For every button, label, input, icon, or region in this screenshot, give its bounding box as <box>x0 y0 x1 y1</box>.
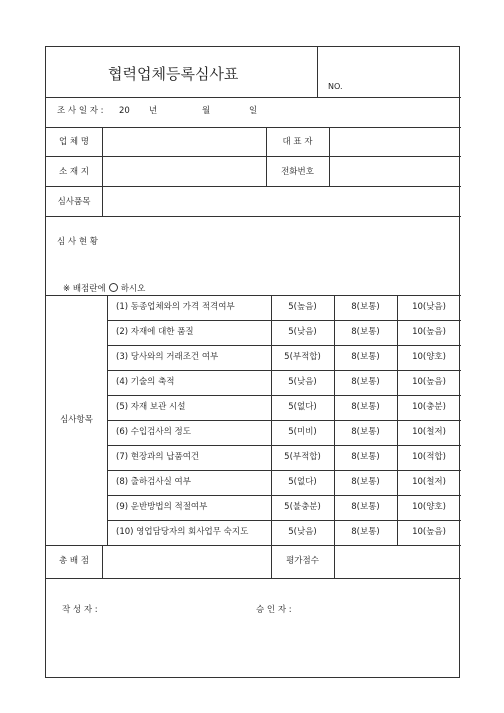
criterion-item: (3) 당사와의 거래조건 여부 <box>116 352 219 362</box>
divider <box>107 520 461 521</box>
score-8: 8(보통) <box>351 302 380 312</box>
representative-label: 대 표 자 <box>282 137 313 147</box>
divider <box>107 495 461 496</box>
criterion-item: (7) 현장과의 납품여건 <box>116 452 200 462</box>
score-8: 8(보통) <box>351 327 380 337</box>
score-8: 8(보통) <box>351 427 380 437</box>
form-title: 협력업체등록심사표 <box>108 65 239 83</box>
criterion-item: (8) 출하검사실 여부 <box>116 477 191 487</box>
divider <box>46 186 461 187</box>
status-label: 심 사 현 황 <box>57 237 98 247</box>
divider <box>46 545 461 546</box>
score-10: 10(철저) <box>412 477 446 487</box>
survey-year-label: 년 <box>149 106 158 116</box>
score-5: 5(없다) <box>288 477 317 487</box>
survey-day-label: 일 <box>249 106 258 116</box>
divider <box>107 445 461 446</box>
score-10: 10(철저) <box>412 427 446 437</box>
audit-form <box>45 46 460 678</box>
divider <box>46 295 461 296</box>
survey-month-label: 월 <box>202 106 211 116</box>
divider <box>107 295 108 545</box>
company-name-label: 업 체 명 <box>58 137 90 147</box>
criterion-item: (4) 기술의 축적 <box>116 377 175 387</box>
survey-date-label: 조 사 일 자 : <box>57 106 104 116</box>
score-8: 8(보통) <box>351 527 380 537</box>
score-10: 10(낮음) <box>412 302 446 312</box>
note-mark: ※ <box>63 284 71 294</box>
criterion-item: (5) 자재 보관 시설 <box>116 402 186 412</box>
audit-items-label: 심사품목 <box>57 197 91 207</box>
score-10: 10(충분) <box>412 402 446 412</box>
divider <box>102 127 103 216</box>
score-10: 10(적합) <box>412 452 446 462</box>
divider <box>317 47 318 97</box>
phone-label: 전화번호 <box>281 167 314 177</box>
section-label: 심사항목 <box>60 415 93 425</box>
divider <box>329 127 330 186</box>
circle-mark-icon <box>109 283 118 292</box>
instruction-text <box>63 283 145 294</box>
criterion-item: (2) 자재에 대한 품질 <box>116 327 194 337</box>
divider <box>46 578 461 579</box>
score-10: 10(양호) <box>412 352 446 362</box>
score-8: 8(보통) <box>351 502 380 512</box>
evaluation-score-label: 평가점수 <box>286 556 319 566</box>
score-10: 10(양호) <box>412 502 446 512</box>
divider <box>46 216 461 217</box>
divider <box>266 127 267 186</box>
divider <box>46 127 461 128</box>
score-10: 10(높음) <box>412 377 446 387</box>
score-10: 10(높음) <box>412 327 446 337</box>
total-score-label: 총 배 점 <box>58 556 90 566</box>
criterion-item: (9) 운반방법의 적절여부 <box>116 502 208 512</box>
score-8: 8(보통) <box>351 452 380 462</box>
score-5: 5(미비) <box>288 427 317 437</box>
divider <box>107 370 461 371</box>
divider <box>107 470 461 471</box>
approver-label: 승 인 자 : <box>256 605 292 615</box>
score-5: 5(낮음) <box>288 377 317 387</box>
score-5: 5(높음) <box>288 302 317 312</box>
form-number-label: NO. <box>328 82 343 91</box>
divider <box>107 420 461 421</box>
score-5: 5(부적합) <box>284 452 321 462</box>
score-5: 5(없다) <box>288 402 317 412</box>
score-5: 5(불충분) <box>284 502 321 512</box>
score-10: 10(높음) <box>412 527 446 537</box>
divider <box>107 395 461 396</box>
instruction-before: 배점란에 <box>72 284 106 294</box>
survey-year-prefix: 20 <box>119 106 130 116</box>
instruction-after: 하시오 <box>120 284 146 294</box>
score-5: 5(부적합) <box>284 352 321 362</box>
score-8: 8(보통) <box>351 402 380 412</box>
divider <box>102 545 103 578</box>
score-8: 8(보통) <box>351 477 380 487</box>
divider <box>46 97 461 98</box>
score-5: 5(낮음) <box>288 527 317 537</box>
criterion-item: (6) 수입검사의 정도 <box>116 427 191 437</box>
score-8: 8(보통) <box>351 377 380 387</box>
score-5: 5(낮음) <box>288 327 317 337</box>
criterion-item: (1) 동종업체와의 가격 적격여부 <box>116 302 235 312</box>
score-8: 8(보통) <box>351 352 380 362</box>
address-label: 소 재 지 <box>58 167 90 177</box>
criterion-item: (10) 영업담당자의 회사업무 숙지도 <box>116 527 249 537</box>
author-label: 작 성 자 : <box>62 605 98 615</box>
divider <box>107 320 461 321</box>
divider <box>46 156 461 157</box>
divider <box>107 345 461 346</box>
